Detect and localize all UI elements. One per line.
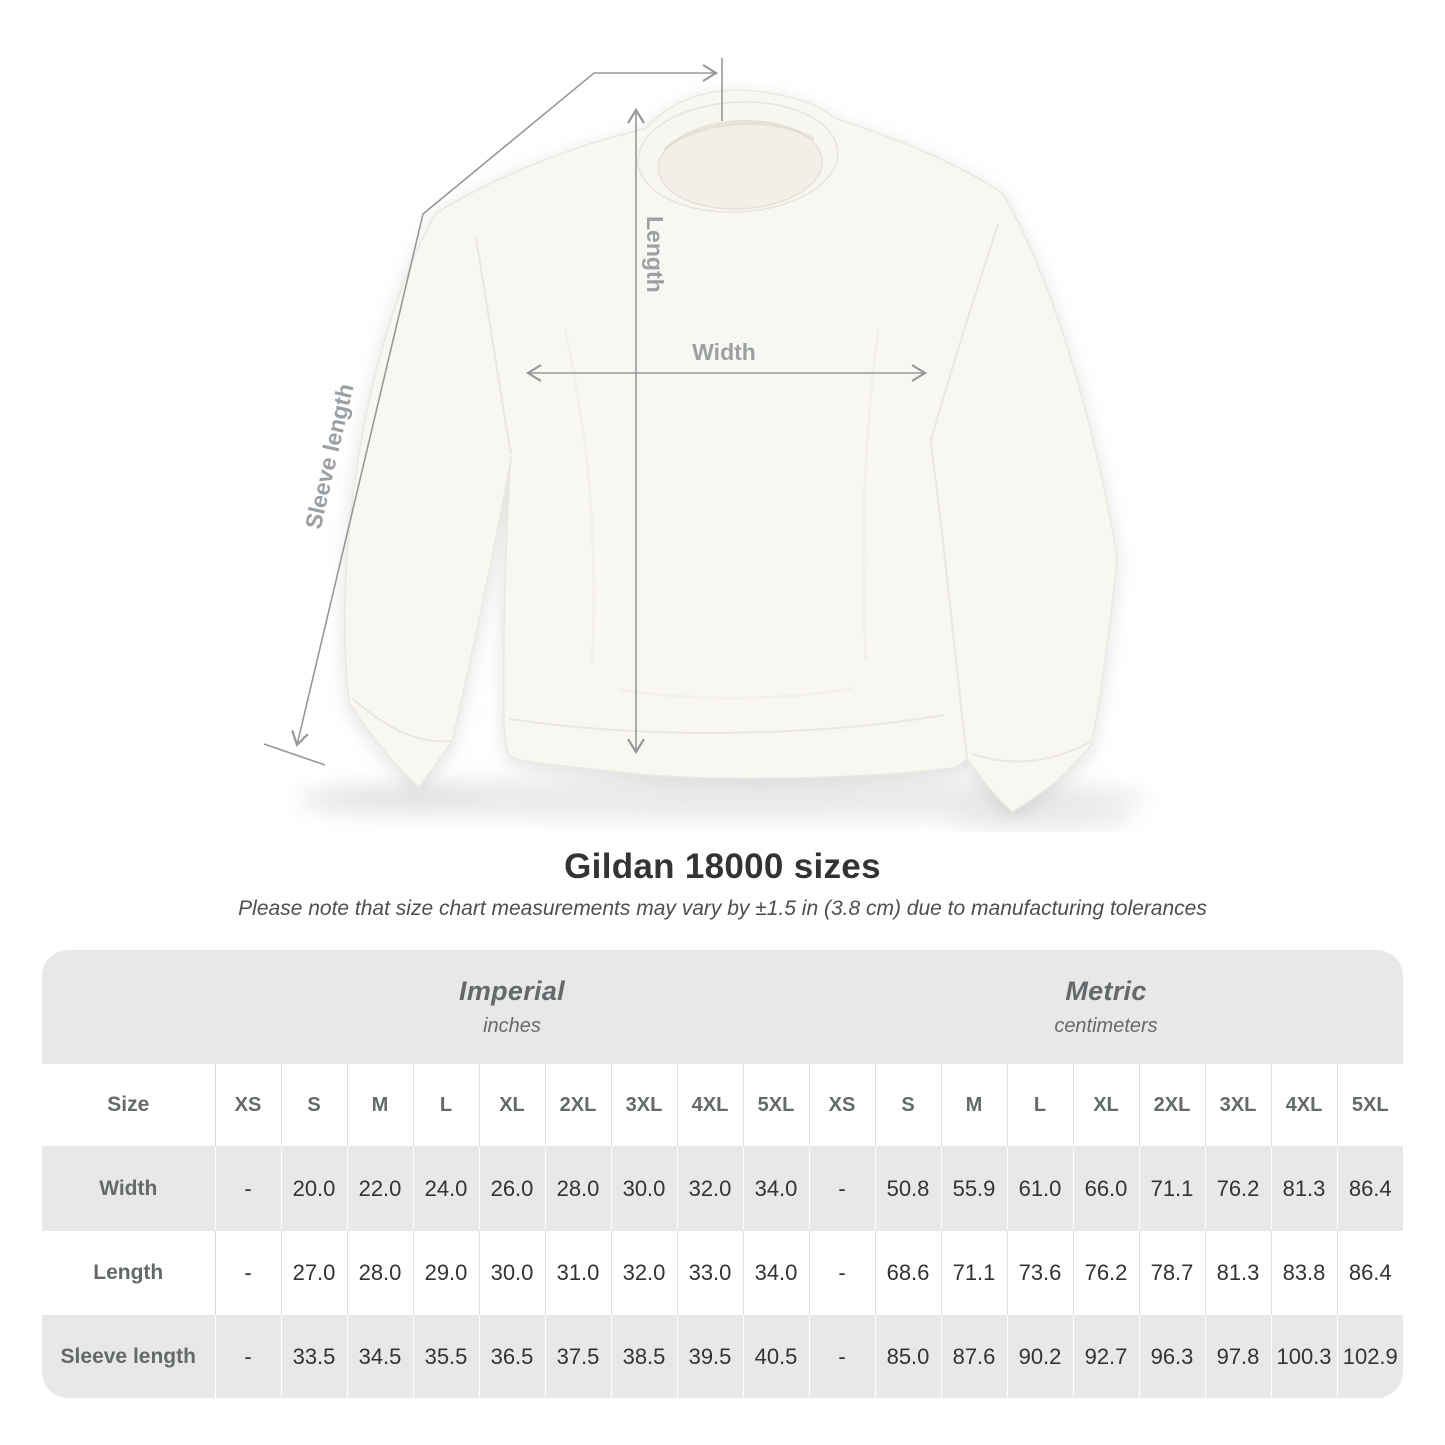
row-label: Length — [93, 1261, 164, 1284]
measurement-cell: 92.7 — [1073, 1315, 1139, 1398]
measurement-cell: 29.0 — [413, 1231, 479, 1315]
size-column-header: XS — [809, 1064, 875, 1146]
measurement-cell: 34.0 — [743, 1231, 809, 1315]
measurement-cell: 78.7 — [1139, 1231, 1205, 1315]
measurement-cell: 28.0 — [545, 1146, 611, 1231]
size-column-header: S — [281, 1064, 347, 1146]
measurement-cell: - — [215, 1146, 281, 1231]
measurement-cell: 71.1 — [1139, 1146, 1205, 1231]
measurement-cell: 32.0 — [677, 1146, 743, 1231]
measurement-cell: 33.0 — [677, 1231, 743, 1315]
unit-group-unit: inches — [483, 1015, 541, 1037]
measurement-cell: 35.5 — [413, 1315, 479, 1398]
measurement-cell: 66.0 — [1073, 1146, 1139, 1231]
measurement-cell: 55.9 — [941, 1146, 1007, 1231]
measurement-cell: 87.6 — [941, 1315, 1007, 1398]
unit-group-row — [42, 950, 1403, 1064]
row-label: Sleeve length — [60, 1344, 196, 1368]
measurement-cell: 86.4 — [1337, 1146, 1403, 1231]
unit-group-header — [215, 950, 809, 1064]
measurement-cell: 68.6 — [875, 1231, 941, 1315]
measurement-cell: 33.5 — [281, 1315, 347, 1398]
measurement-cell: 76.2 — [1073, 1231, 1139, 1315]
size-column-header: M — [941, 1064, 1007, 1146]
measurement-cell: 34.0 — [743, 1146, 809, 1231]
size-column-header: 3XL — [611, 1064, 677, 1146]
measurement-cell: 90.2 — [1007, 1315, 1073, 1398]
unit-group-name: Metric — [1065, 976, 1147, 1006]
measurement-cell: 37.5 — [545, 1315, 611, 1398]
group-row-spacer — [42, 950, 215, 1064]
size-column-header: S — [875, 1064, 941, 1146]
sleeve-length-label: Sleeve length — [299, 381, 359, 532]
size-table — [42, 950, 1403, 1398]
measurement-cell: 32.0 — [611, 1231, 677, 1315]
measurement-cell: 34.5 — [347, 1315, 413, 1398]
row-label: Width — [99, 1176, 158, 1200]
size-column-header: L — [413, 1064, 479, 1146]
measurement-cell: 61.0 — [1007, 1146, 1073, 1231]
measurement-cell: 102.9 — [1337, 1315, 1403, 1398]
size-column-header: 3XL — [1205, 1064, 1271, 1146]
measurement-cell: - — [809, 1146, 875, 1231]
measurement-cell: 83.8 — [1271, 1231, 1337, 1315]
measurement-cell: 100.3 — [1271, 1315, 1337, 1398]
size-column-header: L — [1007, 1064, 1073, 1146]
measurement-cell: 39.5 — [677, 1315, 743, 1398]
measurement-cell: 24.0 — [413, 1146, 479, 1231]
sweatshirt-image — [345, 90, 1117, 812]
size-table-panel — [42, 950, 1403, 1398]
measurement-row — [42, 1146, 1403, 1231]
size-column-header: 2XL — [1139, 1064, 1205, 1146]
measurement-cell: 96.3 — [1139, 1315, 1205, 1398]
measurement-row — [42, 1231, 1403, 1315]
unit-group-unit: centimeters — [1054, 1015, 1158, 1037]
size-column-header: 5XL — [1337, 1064, 1403, 1146]
measurement-cell: - — [809, 1231, 875, 1315]
page-title: Gildan 18000 sizes — [564, 847, 881, 886]
measurement-cell: 30.0 — [479, 1231, 545, 1315]
measurement-cell: - — [809, 1315, 875, 1398]
size-column-header: XL — [1073, 1064, 1139, 1146]
size-column-header: 2XL — [545, 1064, 611, 1146]
measurement-cell: 20.0 — [281, 1146, 347, 1231]
size-column-header: XS — [215, 1064, 281, 1146]
size-column-header: XL — [479, 1064, 545, 1146]
length-label: Length — [642, 216, 668, 293]
measurement-row — [42, 1315, 1403, 1398]
size-column-header: 5XL — [743, 1064, 809, 1146]
unit-group-name: Imperial — [459, 976, 565, 1006]
measurement-cell: 76.2 — [1205, 1146, 1271, 1231]
width-label: Width — [692, 339, 756, 365]
sleeve-end-tick — [264, 744, 325, 765]
size-header-label: Size — [107, 1093, 150, 1116]
measurement-cell: 81.3 — [1271, 1146, 1337, 1231]
measurement-cell: 73.6 — [1007, 1231, 1073, 1315]
measurement-cell: - — [215, 1231, 281, 1315]
measurement-cell: 85.0 — [875, 1315, 941, 1398]
measurement-cell: 81.3 — [1205, 1231, 1271, 1315]
measurement-cell: 86.4 — [1337, 1231, 1403, 1315]
unit-group-header — [809, 950, 1403, 1064]
measurement-cell: 36.5 — [479, 1315, 545, 1398]
measurement-cell: 31.0 — [545, 1231, 611, 1315]
measurement-cell: 28.0 — [347, 1231, 413, 1315]
size-column-header: M — [347, 1064, 413, 1146]
measurement-cell: - — [215, 1315, 281, 1398]
measurement-cell: 38.5 — [611, 1315, 677, 1398]
measurement-cell: 22.0 — [347, 1146, 413, 1231]
measurement-cell: 30.0 — [611, 1146, 677, 1231]
size-tolerance-note: Please note that size chart measurements may vary by ±1.5 in (3.8 cm) due to manufacturing tolerances — [238, 897, 1207, 920]
measurement-cell: 71.1 — [941, 1231, 1007, 1315]
size-column-header: 4XL — [677, 1064, 743, 1146]
measurement-cell: 27.0 — [281, 1231, 347, 1315]
measurement-cell: 97.8 — [1205, 1315, 1271, 1398]
measurement-cell: 26.0 — [479, 1146, 545, 1231]
size-header-row — [42, 1064, 1403, 1146]
measurement-cell: 40.5 — [743, 1315, 809, 1398]
measurement-cell: 50.8 — [875, 1146, 941, 1231]
size-column-header: 4XL — [1271, 1064, 1337, 1146]
